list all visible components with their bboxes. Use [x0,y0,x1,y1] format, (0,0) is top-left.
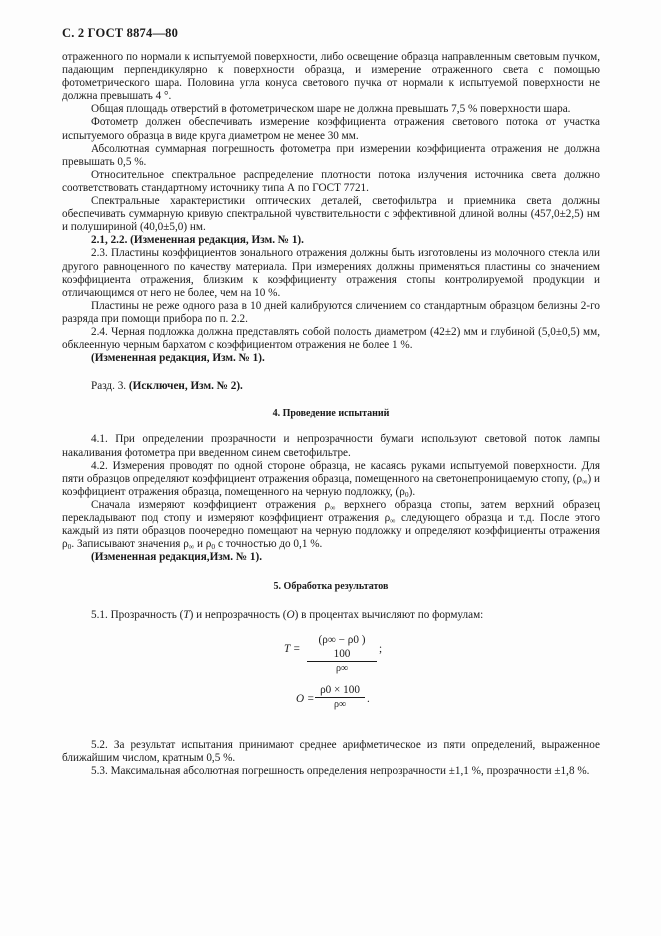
formula-numerator: ρ0 × 100 [315,683,365,698]
section-4-heading: 4. Проведение испытаний [272,408,390,420]
paragraph-4-2 [62,460,600,499]
rho-symbol: $\rho_\infty$ [576,472,588,486]
paragraph-2-4: 2.4. Черная подложка должна представлять собой полость диаметром (42±2) мм и глубиной (5,0±0,5) мм, обклеенную черным бархатом с коэффициентом отражения не более 1 %. [62,325,600,352]
rho-symbol: $\rho_\infty$ [384,512,396,525]
rho-symbol: $\rho_0$ [399,485,409,499]
rho-symbol: $\rho_0$ [62,538,72,552]
paragraph-4-1: 4.1. При определении прозрачности и непрозрачности бумаги используют световой поток лампы накаливания фотометра при введенном синем светофильтре. [62,433,600,459]
section-5-heading: 5. Обработка результатов [273,581,389,593]
formula-denominator: ρ∞ [333,698,347,710]
paragraph: отраженного по нормали к испытуемой поверхности, либо освещение образца направленным световым пучком, падающим перпендикулярно к поверхности образца, и измерение отраженного света с помощью фотометрического шара. Половина угла конуса светового пучка от нормали к испытуемой поверхности не должна превышать 4 °. [62,51,600,103]
paragraph-5-2: 5.2. За результат испытания принимают среднее арифметическое из пяти определений, выраженное ближайшим числом, кратным 0,5 %. [62,738,600,764]
edit-note: (Измененная редакция,Изм. № 1). [91,551,262,564]
section-3-note [62,380,600,393]
edit-note: (Измененная редакция, Изм. № 1). [91,352,265,365]
formula-lhs: T = [284,642,301,655]
paragraph-5-1 [62,609,600,622]
edit-note: 2.1, 2.2. (Измененная редакция, Изм. № 1). [91,234,304,247]
formula-numerator: (ρ∞ − ρ0 ) 100 [307,633,377,662]
section-3-status: (Исключен, Изм. № 2). [128,380,243,393]
rho-symbol: $\rho_0$ [205,538,216,552]
text: и [194,538,206,551]
text: Сначала измеряют коэффициент отражения [91,498,325,511]
text: 4.2. Измерения проводят по одной стороне образца, не касаясь руками испытуемой поверхности. Для пяти образцов определяют коэффициент отражения образца, помещенного на светонепроницаемую стопу, ( [62,459,600,485]
formula-fraction [307,633,377,676]
text: ) и коэффициент отражения образца, помещенного на черную подложку, ( [62,472,600,498]
text: ). [408,485,416,498]
text: с точностью до 0,1 %. [215,538,323,551]
paragraph: Абсолютная суммарная погрешность фотометра при измерении коэффициента отражения не должна превышать 0,5 %. [62,142,600,168]
text: следующего образца и т.д. После этого каждый из пяти образцов поочередно помещают на черную подложку и определяют коэффициенты отражения [62,512,600,538]
paragraph-5-3: 5.3. Максимальная абсолютная погрешность определения непрозрачности ±1,1 %, прозрачности ±1,8 %. [91,764,590,777]
symbol-T: T [183,609,190,622]
symbol-O: O [286,609,295,622]
rho-symbol: $\rho_\infty$ [324,498,336,512]
text: 5.1. Прозрачность ( [91,609,184,622]
formula-lhs: O = [296,692,315,705]
paragraph-calibration: Пластины не реже одного раза в 10 дней калибруются сличением со стандартным образцом белизны 2-го разряда при помощи прибора по п. 2.2. [62,299,600,325]
paragraph: Относительное спектральное распределение плотности потока излучения источника света должно соответствовать стандартному источнику типа А по ГОСТ 7721. [62,168,600,194]
document-body [62,51,600,778]
paragraph-2-3: 2.3. Пластины коэффициентов зонального отражения должны быть изготовлены из молочного стекла или другого равноценного по качеству материала. При измерениях должны применяться пластины со значением коэффициента отражения, близким к коэффициенту отражения стопы контролируемой продукции и отличающимся от него не более, чем на 10 %. [62,247,600,299]
paragraph: Общая площадь отверстий в фотометрическом шаре не должна превышать 7,5 % поверхности шара. [91,103,571,116]
formula-opacity [62,683,600,731]
formula-fraction [315,683,365,712]
formula-denominator: ρ∞ [335,662,349,674]
formula-transparency [62,633,600,679]
section-3-prefix: Разд. 3. [91,380,127,393]
text: верхнего образца стопы, затем верхний образец перекладывают под стопу и измеряют коэффициент отражения [62,498,600,524]
paragraph: Спектральные характеристики оптических деталей, светофильтра и приемника света должны обеспечивать суммарную кривую спектральной чувствительности с эффективной длиной волны (457,0±2,5) нм и полушириной (40,0±5,0) нм. [62,195,600,234]
text: ) и непрозрачность ( [189,609,287,622]
paragraph: Фотометр должен обеспечивать измерение коэффициента отражения светового потока от участка испытуемого образца в виде круга диаметром не менее 30 мм. [62,116,600,142]
paragraph-4-3 [62,499,600,551]
text: ) в процентах вычисляют по формулам: [294,609,484,622]
formula-tail: . [367,692,370,705]
rho-symbol: $\rho_\infty$ [183,538,195,552]
page-header: С. 2 ГОСТ 8874—80 [62,26,179,40]
formula-tail: ; [379,642,383,655]
text: . Записывают значения [71,538,184,551]
